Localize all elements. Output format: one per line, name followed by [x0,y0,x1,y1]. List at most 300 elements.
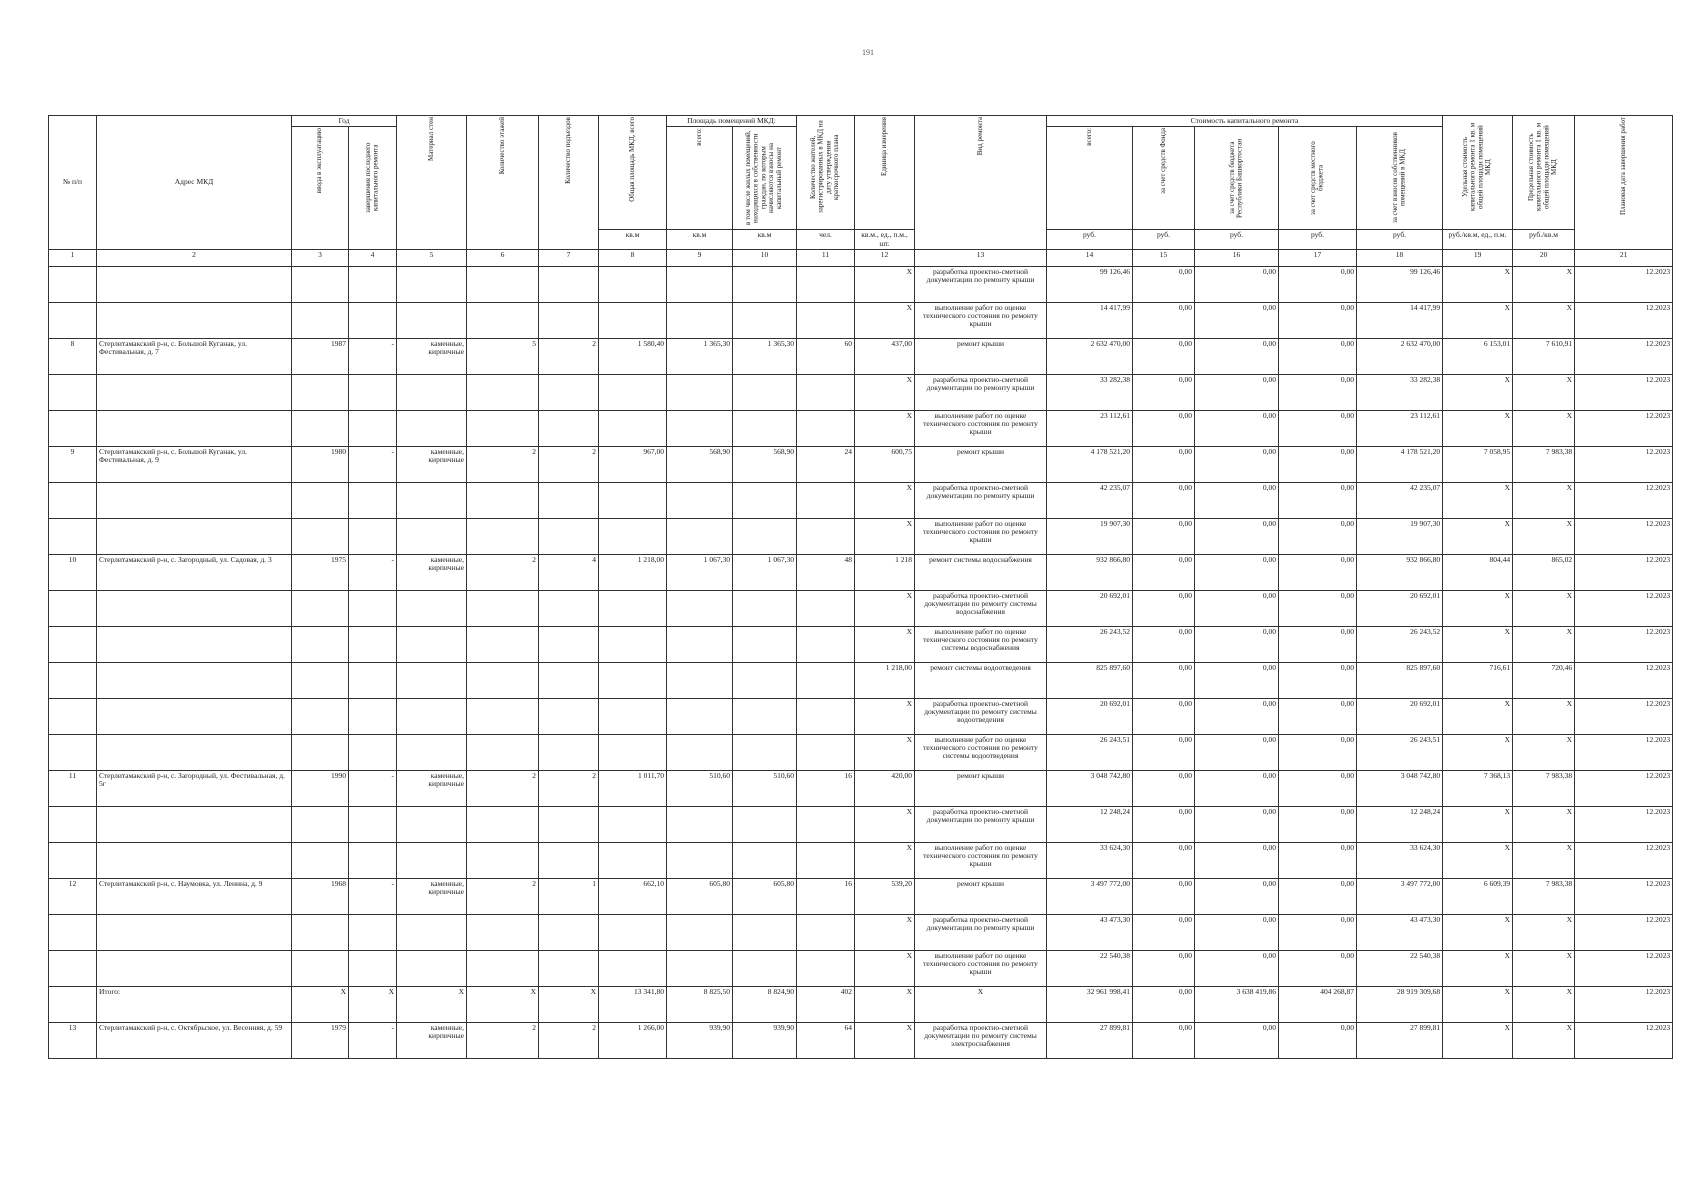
year-last-repair-cell [349,302,397,338]
work-type-cell: разработка проектно-сметной документации по ремонту крыши [915,914,1047,950]
row-number-cell [49,590,97,626]
year-last-repair-cell: - [349,446,397,482]
row-number-cell [49,698,97,734]
limit-cost-cell: X [1513,842,1575,878]
year-last-repair-cell [349,662,397,698]
work-type-cell: выполнение работ по оценке технического состояния по ремонту крыши [915,950,1047,986]
unit-value-cell: X [855,986,915,1022]
walls-cell [397,734,467,770]
cost-rb-budget-cell: 0,00 [1195,590,1279,626]
row-number-cell [49,518,97,554]
cost-fund-cell: 0,00 [1133,770,1195,806]
address-cell [97,518,292,554]
header-units: Единица измерения [855,116,915,230]
cost-rb-budget-cell: 0,00 [1195,482,1279,518]
premises-all-cell: 1 365,30 [667,338,733,374]
unit-cell: руб. [1133,230,1195,250]
year-last-repair-cell: - [349,878,397,914]
table-row [49,878,1673,914]
cost-owners-cell: 42 235,07 [1357,482,1443,518]
unit-cell: руб. [1047,230,1133,250]
cost-fund-cell: 0,00 [1133,410,1195,446]
premises-all-cell [667,734,733,770]
cost-total-cell: 43 473,30 [1047,914,1133,950]
cost-total-cell: 19 907,30 [1047,518,1133,554]
floors-cell [467,518,539,554]
year-built-cell: 1987 [292,338,349,374]
plan-date-cell: 12.2023 [1575,986,1673,1022]
plan-date-cell: 12.2023 [1575,518,1673,554]
plan-date-cell: 12.2023 [1575,302,1673,338]
address-cell [97,950,292,986]
year-built-cell [292,698,349,734]
plan-date-cell: 12.2023 [1575,842,1673,878]
cost-rb-budget-cell: 0,00 [1195,518,1279,554]
col-number: 13 [915,249,1047,266]
cost-fund-cell: 0,00 [1133,302,1195,338]
floors-cell [467,842,539,878]
unit-cell: кв.м [733,230,797,250]
plan-date-cell: 12.2023 [1575,698,1673,734]
cost-owners-cell: 28 919 309,68 [1357,986,1443,1022]
total-area-cell [599,590,667,626]
unit-value-cell: 539,20 [855,878,915,914]
entrances-cell [539,518,599,554]
cost-rb-budget-cell: 3 638 419,86 [1195,986,1279,1022]
address-cell: Стерлитамакский р-н, с. Загородный, ул. Садовая, д. 3 [97,554,292,590]
col-number: 14 [1047,249,1133,266]
limit-cost-cell: 865,02 [1513,554,1575,590]
floors-cell: X [467,986,539,1022]
premises-fee-cell [733,662,797,698]
entrances-cell: X [539,986,599,1022]
unit-value-cell: X [855,842,915,878]
row-number-cell: 12 [49,878,97,914]
total-area-cell: 1 218,00 [599,554,667,590]
row-number-cell [49,914,97,950]
work-type-cell: разработка проектно-сметной документации по ремонту системы водоотведения [915,698,1047,734]
total-area-cell [599,482,667,518]
cost-local-budget-cell: 0,00 [1279,950,1357,986]
unit-cost-cell: X [1443,842,1513,878]
entrances-cell: 2 [539,446,599,482]
cost-local-budget-cell: 0,00 [1279,698,1357,734]
total-area-cell [599,374,667,410]
limit-cost-cell: X [1513,950,1575,986]
row-number-cell [49,734,97,770]
limit-cost-cell: 7 983,38 [1513,770,1575,806]
address-cell [97,374,292,410]
col-number: 15 [1133,249,1195,266]
residents-cell [797,914,855,950]
cost-owners-cell: 33 282,38 [1357,374,1443,410]
cost-total-cell: 26 243,52 [1047,626,1133,662]
cost-owners-cell: 3 497 772,00 [1357,878,1443,914]
cost-local-budget-cell: 0,00 [1279,770,1357,806]
header-cost-total: всего: [1047,127,1133,230]
plan-date-cell: 12.2023 [1575,338,1673,374]
residents-cell [797,266,855,302]
premises-all-cell: 568,90 [667,446,733,482]
work-type-cell: разработка проектно-сметной документации по ремонту крыши [915,374,1047,410]
cost-local-budget-cell: 0,00 [1279,446,1357,482]
cost-total-cell: 99 126,46 [1047,266,1133,302]
floors-cell: 2 [467,878,539,914]
cost-local-budget-cell: 0,00 [1279,266,1357,302]
work-type-cell: выполнение работ по оценке технического состояния по ремонту крыши [915,410,1047,446]
work-type-cell: выполнение работ по оценке технического состояния по ремонту крыши [915,842,1047,878]
premises-all-cell [667,914,733,950]
cost-local-budget-cell: 0,00 [1279,302,1357,338]
year-built-cell [292,374,349,410]
table-row [49,914,1673,950]
entrances-cell [539,734,599,770]
total-area-cell [599,698,667,734]
unit-value-cell: 1 218,00 [855,662,915,698]
cost-rb-budget-cell: 0,00 [1195,626,1279,662]
cost-owners-cell: 27 899,81 [1357,1022,1443,1058]
limit-cost-cell: X [1513,410,1575,446]
row-number-cell: 11 [49,770,97,806]
year-last-repair-cell: - [349,1022,397,1058]
plan-date-cell: 12.2023 [1575,734,1673,770]
cost-total-cell: 20 692,01 [1047,698,1133,734]
residents-cell: 60 [797,338,855,374]
year-built-cell [292,410,349,446]
limit-cost-cell: X [1513,698,1575,734]
work-type-cell: выполнение работ по оценке технического состояния по ремонту крыши [915,302,1047,338]
cost-owners-cell: 4 178 521,20 [1357,446,1443,482]
premises-all-cell [667,950,733,986]
unit-cell: руб. [1195,230,1279,250]
entrances-cell: 2 [539,338,599,374]
unit-cell: чел. [797,230,855,250]
cost-total-cell: 825 897,60 [1047,662,1133,698]
residents-cell [797,626,855,662]
cost-rb-budget-cell: 0,00 [1195,554,1279,590]
col-number: 18 [1357,249,1443,266]
entrances-cell [539,374,599,410]
premises-all-cell: 605,80 [667,878,733,914]
unit-cost-cell: X [1443,950,1513,986]
cost-local-budget-cell: 0,00 [1279,806,1357,842]
floors-cell [467,662,539,698]
floors-cell [467,626,539,662]
table-row [49,482,1673,518]
premises-all-cell: 8 825,50 [667,986,733,1022]
table-row [49,446,1673,482]
floors-cell [467,806,539,842]
total-area-cell: 1 266,00 [599,1022,667,1058]
unit-cost-cell: 716,61 [1443,662,1513,698]
unit-cell: руб./кв.м [1513,230,1575,250]
unit-cost-cell: X [1443,914,1513,950]
entrances-cell: 4 [539,554,599,590]
year-built-cell: 1990 [292,770,349,806]
limit-cost-cell: 7 983,38 [1513,878,1575,914]
column-numbers-row [49,249,1673,266]
unit-cost-cell: X [1443,806,1513,842]
row-number-cell: 13 [49,1022,97,1058]
floors-cell [467,950,539,986]
unit-cell: кв.м [599,230,667,250]
walls-cell [397,590,467,626]
unit-value-cell: X [855,374,915,410]
col-number: 6 [467,249,539,266]
address-cell [97,698,292,734]
address-cell [97,662,292,698]
row-number-cell [49,374,97,410]
limit-cost-cell: X [1513,986,1575,1022]
unit-cost-cell: 6 609,39 [1443,878,1513,914]
work-type-cell: ремонт крыши [915,446,1047,482]
unit-cost-cell: X [1443,374,1513,410]
year-built-cell: 1968 [292,878,349,914]
cost-fund-cell: 0,00 [1133,878,1195,914]
year-last-repair-cell [349,410,397,446]
year-last-repair-cell [349,950,397,986]
year-built-cell [292,626,349,662]
row-number-cell: 10 [49,554,97,590]
cost-total-cell: 3 497 772,00 [1047,878,1133,914]
col-number: 2 [97,249,292,266]
unit-cost-cell: 804,44 [1443,554,1513,590]
walls-cell: каменные, кирпичные [397,554,467,590]
floors-cell: 5 [467,338,539,374]
table-row [49,1022,1673,1058]
total-area-cell [599,950,667,986]
unit-value-cell: X [855,914,915,950]
address-cell [97,590,292,626]
entrances-cell [539,410,599,446]
floors-cell: 2 [467,446,539,482]
residents-cell [797,482,855,518]
cost-fund-cell: 0,00 [1133,554,1195,590]
address-cell [97,482,292,518]
cost-owners-cell: 43 473,30 [1357,914,1443,950]
limit-cost-cell: X [1513,626,1575,662]
unit-cost-cell: X [1443,734,1513,770]
cost-local-budget-cell: 0,00 [1279,842,1357,878]
walls-cell [397,626,467,662]
header-premises-all: всего: [667,127,733,230]
unit-cost-cell: X [1443,698,1513,734]
walls-cell [397,482,467,518]
cost-local-budget-cell: 0,00 [1279,374,1357,410]
cost-total-cell: 20 692,01 [1047,590,1133,626]
cost-rb-budget-cell: 0,00 [1195,446,1279,482]
premises-fee-cell [733,734,797,770]
col-number: 12 [855,249,915,266]
header-num: № п/п [49,116,97,250]
cost-total-cell: 26 243,51 [1047,734,1133,770]
year-last-repair-cell: - [349,338,397,374]
year-last-repair-cell [349,518,397,554]
header-address: Адрес МКД [97,116,292,250]
floors-cell [467,266,539,302]
limit-cost-cell: 720,46 [1513,662,1575,698]
header-entrances: Количество подъездов [539,116,599,250]
premises-fee-cell: 510,60 [733,770,797,806]
plan-date-cell: 12.2023 [1575,266,1673,302]
unit-cost-cell: X [1443,266,1513,302]
cost-rb-budget-cell: 0,00 [1195,1022,1279,1058]
cost-fund-cell: 0,00 [1133,662,1195,698]
address-cell [97,842,292,878]
year-built-cell [292,590,349,626]
row-number-cell [49,410,97,446]
row-number-cell [49,986,97,1022]
limit-cost-cell: 7 610,91 [1513,338,1575,374]
year-last-repair-cell [349,266,397,302]
address-cell [97,302,292,338]
cost-local-budget-cell: 0,00 [1279,662,1357,698]
work-type-cell: разработка проектно-сметной документации по ремонту крыши [915,266,1047,302]
walls-cell: каменные, кирпичные [397,446,467,482]
cost-owners-cell: 932 866,80 [1357,554,1443,590]
header-local-budget: за счет средств местного бюджета [1279,127,1357,230]
plan-date-cell: 12.2023 [1575,554,1673,590]
total-area-cell [599,266,667,302]
unit-cost-cell: X [1443,302,1513,338]
plan-date-cell: 12.2023 [1575,1022,1673,1058]
cost-rb-budget-cell: 0,00 [1195,734,1279,770]
work-type-cell: ремонт крыши [915,878,1047,914]
table-row [49,302,1673,338]
total-area-cell: 1 011,70 [599,770,667,806]
year-last-repair-cell: X [349,986,397,1022]
unit-value-cell: X [855,590,915,626]
unit-value-cell: 600,75 [855,446,915,482]
col-number: 1 [49,249,97,266]
work-type-cell: ремонт системы водоснабжения [915,554,1047,590]
floors-cell: 2 [467,1022,539,1058]
unit-cost-cell: 6 153,01 [1443,338,1513,374]
table-row [49,590,1673,626]
row-number-cell [49,950,97,986]
cost-total-cell: 14 417,99 [1047,302,1133,338]
unit-value-cell: X [855,1022,915,1058]
plan-date-cell: 12.2023 [1575,950,1673,986]
premises-fee-cell: 8 824,90 [733,986,797,1022]
table-row [49,626,1673,662]
walls-cell [397,806,467,842]
cost-local-budget-cell: 0,00 [1279,734,1357,770]
unit-value-cell: X [855,734,915,770]
address-cell: Стерлитамакский р-н, с. Большой Куганак, ул. Фестивальная, д. 7 [97,338,292,374]
plan-date-cell: 12.2023 [1575,878,1673,914]
cost-total-cell: 12 248,24 [1047,806,1133,842]
year-built-cell: X [292,986,349,1022]
cost-fund-cell: 0,00 [1133,482,1195,518]
col-number: 8 [599,249,667,266]
year-last-repair-cell [349,482,397,518]
table-row [49,770,1673,806]
address-cell: Стерлитамакский р-н, с. Загородный, ул. Фестивальная, д. 5г [97,770,292,806]
premises-all-cell [667,266,733,302]
premises-all-cell [667,590,733,626]
plan-date-cell: 12.2023 [1575,482,1673,518]
cost-fund-cell: 0,00 [1133,806,1195,842]
premises-fee-cell: 939,90 [733,1022,797,1058]
premises-fee-cell [733,266,797,302]
header-premises-fee: в том числе жилых помещений, находящихся в собственности граждан, по которым начисляются взносы на капитальный ремонт [733,127,797,230]
table-row [49,338,1673,374]
work-type-cell: разработка проектно-сметной документации по ремонту крыши [915,482,1047,518]
unit-cost-cell: 7 058,95 [1443,446,1513,482]
work-type-cell: разработка проектно-сметной документации по ремонту системы водоснабжения [915,590,1047,626]
cost-rb-budget-cell: 0,00 [1195,878,1279,914]
header-limit-cost: Предельная стоимость капитального ремонта 1 кв. м общей площади помещений МКД [1513,116,1575,230]
unit-cell: руб. [1357,230,1443,250]
unit-value-cell: X [855,266,915,302]
cost-total-cell: 23 112,61 [1047,410,1133,446]
floors-cell [467,410,539,446]
limit-cost-cell: 7 983,38 [1513,446,1575,482]
year-built-cell [292,482,349,518]
unit-value-cell: X [855,302,915,338]
work-type-cell: ремонт крыши [915,338,1047,374]
premises-fee-cell [733,626,797,662]
header-total-area: Общая площадь МКД, всего [599,116,667,230]
floors-cell [467,590,539,626]
cost-fund-cell: 0,00 [1133,986,1195,1022]
cost-local-budget-cell: 0,00 [1279,338,1357,374]
residents-cell: 24 [797,446,855,482]
address-cell [97,914,292,950]
entrances-cell [539,626,599,662]
residents-cell [797,806,855,842]
entrances-cell [539,914,599,950]
header-residents: Количество жителей, зарегистрированных в МКД на дату утверждения краткосрочного плана [797,116,855,230]
cost-rb-budget-cell: 0,00 [1195,806,1279,842]
walls-cell [397,914,467,950]
cost-owners-cell: 12 248,24 [1357,806,1443,842]
header-unit-cost: Удельная стоимость капитального ремонта 1 кв. м общей площади помещений МКД [1443,116,1513,230]
premises-fee-cell: 1 365,30 [733,338,797,374]
cost-local-budget-cell: 0,00 [1279,518,1357,554]
year-built-cell [292,914,349,950]
work-type-cell: выполнение работ по оценке технического состояния по ремонту крыши [915,518,1047,554]
row-number-cell [49,842,97,878]
row-number-cell: 8 [49,338,97,374]
year-last-repair-cell [349,842,397,878]
col-number: 5 [397,249,467,266]
unit-value-cell: 1 218 [855,554,915,590]
plan-date-cell: 12.2023 [1575,914,1673,950]
header-fund: за счет средств Фонда [1133,127,1195,230]
walls-cell: каменные, кирпичные [397,338,467,374]
total-area-cell [599,302,667,338]
entrances-cell: 2 [539,1022,599,1058]
cost-owners-cell: 33 624,30 [1357,842,1443,878]
cost-total-cell: 2 632 470,00 [1047,338,1133,374]
cost-total-cell: 27 899,81 [1047,1022,1133,1058]
floors-cell [467,374,539,410]
total-area-cell [599,842,667,878]
year-built-cell [292,842,349,878]
table-row [49,950,1673,986]
cost-local-budget-cell: 0,00 [1279,554,1357,590]
year-last-repair-cell [349,698,397,734]
premises-fee-cell [733,374,797,410]
cost-local-budget-cell: 0,00 [1279,878,1357,914]
year-last-repair-cell: - [349,770,397,806]
residents-cell [797,698,855,734]
cost-total-cell: 32 961 998,41 [1047,986,1133,1022]
cost-owners-cell: 3 048 742,80 [1357,770,1443,806]
plan-date-cell: 12.2023 [1575,446,1673,482]
